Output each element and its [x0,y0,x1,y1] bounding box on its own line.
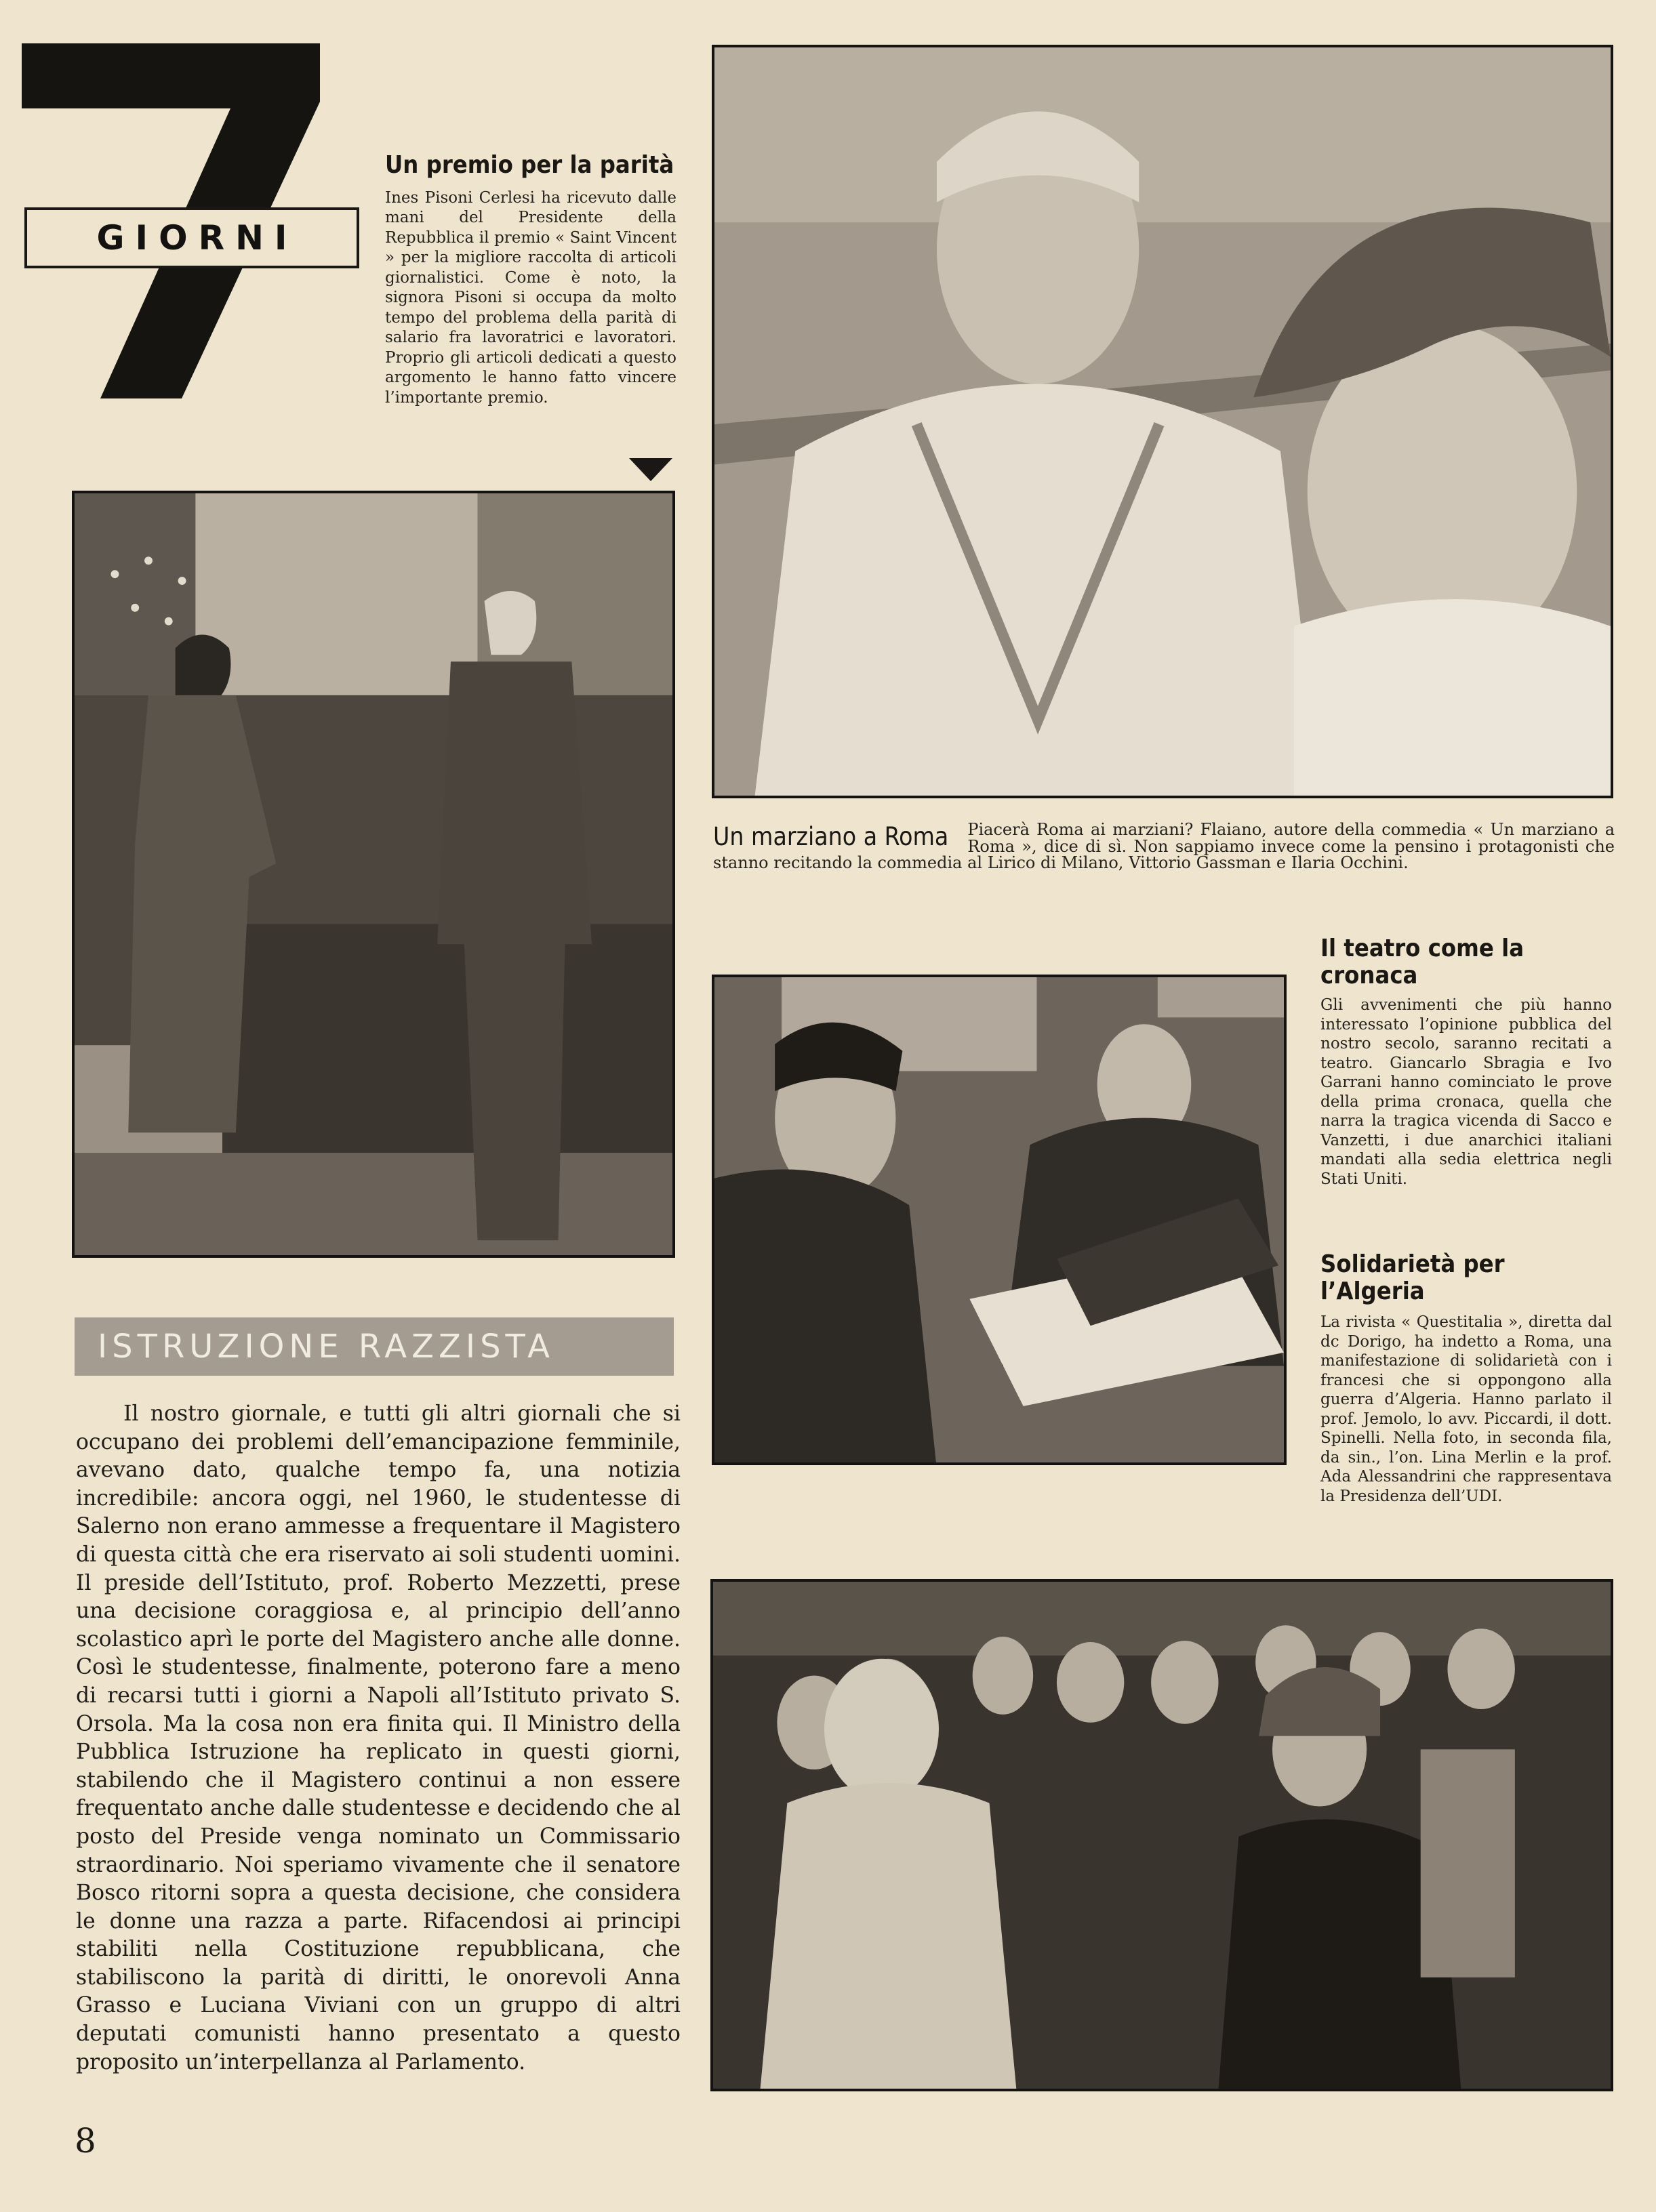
istruzione-banner [75,1317,674,1376]
marziano-caption [713,821,1615,909]
teatro-section [1320,935,1612,1189]
algeria-section [1320,1251,1612,1506]
algeria-title: Solidarietà per l’Algeria [1320,1250,1505,1305]
istruzione-banner-text: ISTRUZIONE RAZZISTA [98,1328,554,1366]
giorni-logo-box [24,207,359,268]
premio-section [385,152,676,408]
istruzione-article: Il nostro giornale, e tutti gli altri giornali che si occupano dei problemi dell’emancipazione femminile, avevano dato, qualche tempo fa, una notizia incredibile: ancora oggi, nel 1960, le studentesse di Salerno non erano ammesse a frequentare il Magistero di questa città che era riservato ai soli studenti uomini. Il preside dell’Istituto, prof. Roberto Mezzetti, prese una decisione coraggiosa e, al principio dell’anno scolastico aprì le porte del Magistero anche alle donne. Così le studentesse, finalmente, poterono fare a meno di recarsi tutti i giorni a Napoli all’Istituto privato S. Orsola. Ma la cosa non era finita qui. Il Ministro della Pubblica Istruzione ha replicato in questi giorni, stabilendo che il Magistero continui a non essere frequentato anche dalle studentesse e decidendo che al posto del Preside venga nominato un Commissario straordinario. Noi speriamo vivamente che il senatore Bosco ritorni sopra a questa decisione, che considera le donne una razza a parte. Rifacendosi ai principi stabiliti nella Costituzione repubblicana, che stabiliscono la parità di diritti, le onorevoli Anna Grasso e Luciana Viviani con un gruppo di altri deputati comunisti hanno presentato a questo proposito un’interpellanza al Parlamento. [76,1401,681,2074]
premio-body: Ines Pisoni Cerlesi ha ricevuto dalle mani del Presidente della Repubblica il premio « Saint Vincent » per la migliore raccolta di articoli giornalistici. Come è noto, la signora Pisoni si occupa da molto tempo del problema della parità di salario fra lavoratrici e lavoratori. Proprio gli articoli dedicati a questo argomento le hanno fatto vincere l’importante premio. [385,188,676,407]
teatro-title: Il teatro come la cronaca [1320,935,1524,989]
giorni-logo-text: GIORNI [96,218,298,258]
photo-award-ceremony [72,491,675,1258]
arrow-down-icon [629,458,672,481]
photo-gassman-occhini [712,45,1613,798]
page-number: 8 [75,2121,96,2160]
teatro-body: Gli avvenimenti che più hanno interessato l’opinione pubblica del nostro secolo, saranno recitati a teatro. Giancarlo Sbragia e Ivo Garrani hanno cominciato le prove della prima cronaca, quella che narra la tragica vicenda di Sacco e Vanzetti, i due anarchici italiani mandati alla sedia elettrica negli Stati Uniti. [1320,996,1612,1188]
algeria-body: La rivista « Questitalia », diretta dal dc Dorigo, ha indetto a Roma, una manifestazione di solidarietà con i francesi che si oppongono alla guerra d’Algeria. Hanno parlato il prof. Jemolo, lo avv. Piccardi, il dott. Spinelli. Nella foto, in seconda fila, da sin., l’on. Lina Merlin e la prof. Ada Alessandrini che rappresentava la Presidenza dell’UDI. [1320,1313,1612,1505]
marziano-body: Piacerà Roma ai marziani? Flaiano, autore della commedia « Un marziano a Roma », dice di sì. Non sappiamo invece come la pensino i protagonisti che stanno recitando la commedia al Lirico di Milano, Vittorio Gassman e Ilaria Occhini. [713,820,1615,872]
premio-title: Un premio per la parità [385,151,674,179]
photo-sbragia-garrani [712,975,1287,1465]
marziano-title: Un marziano a Roma [713,822,949,851]
photo-algeria-audience [710,1579,1613,2091]
